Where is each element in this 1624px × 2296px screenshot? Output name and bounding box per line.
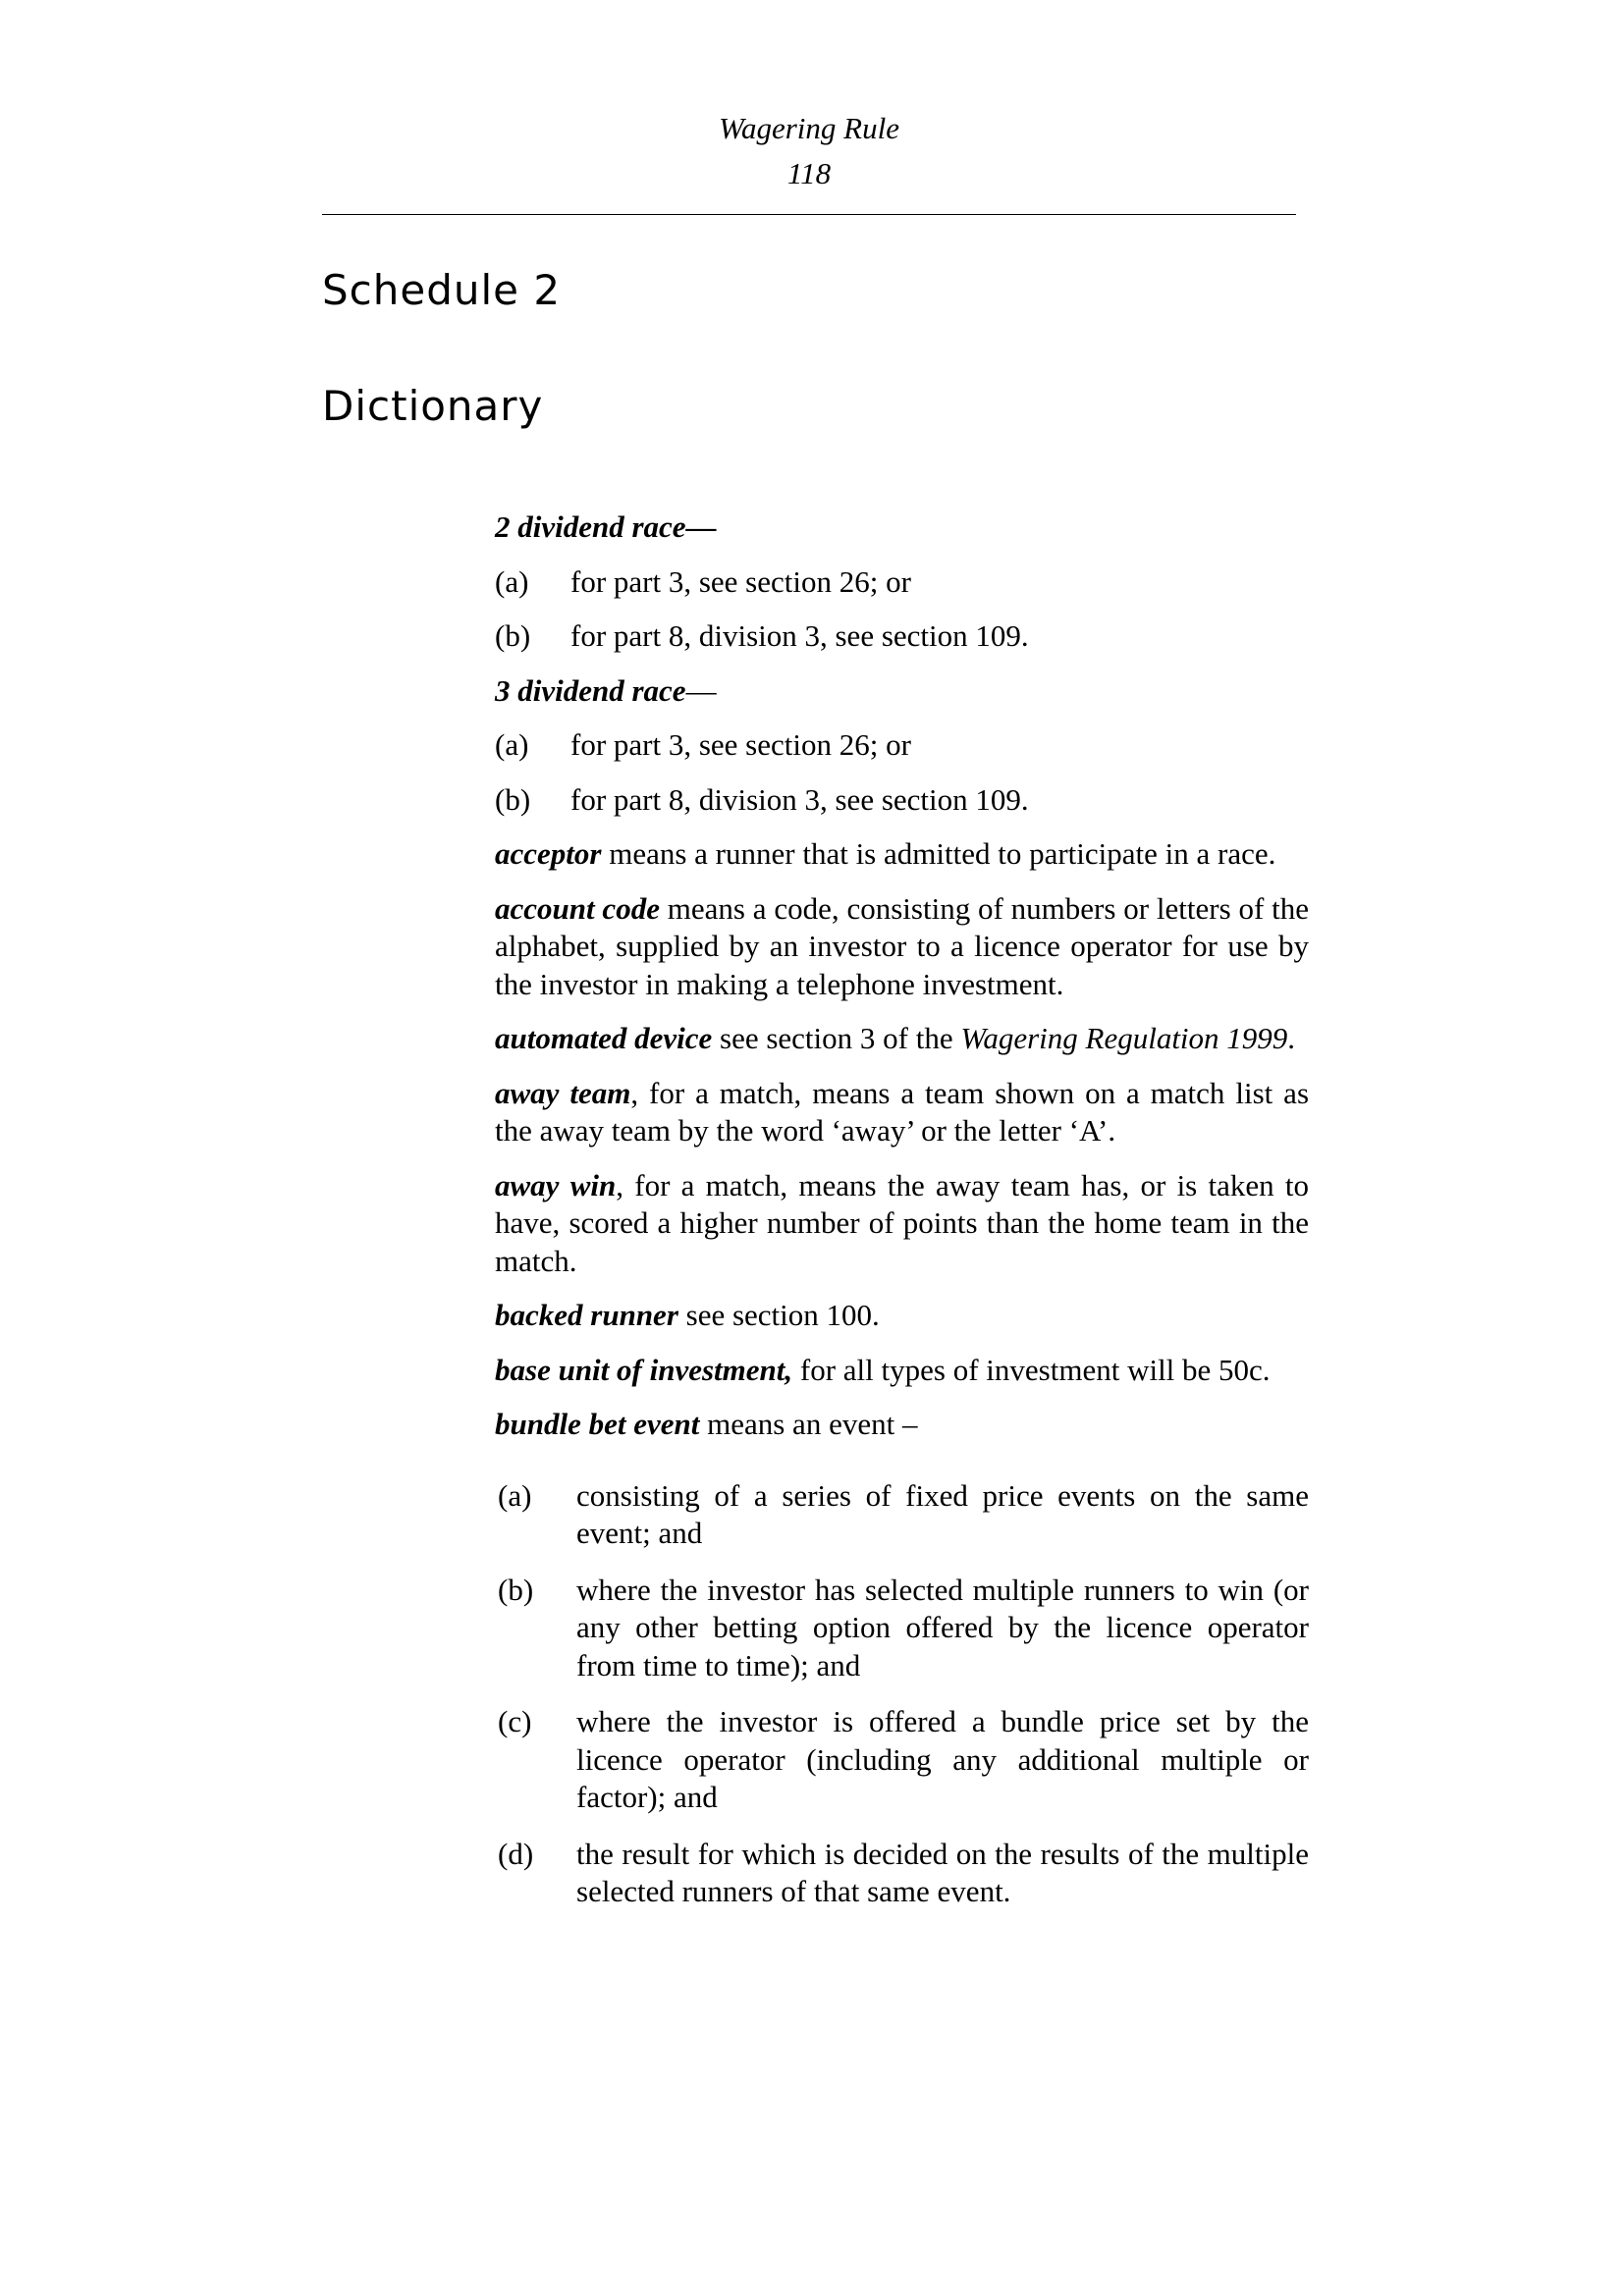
paragraph-text: where the investor has selected multiple runners to win (or any other betting option offered by the licence operator from time to time); and xyxy=(576,1572,1309,1682)
definition-paragraph xyxy=(495,1836,1309,1911)
paragraph-text: the result for which is decided on the results of the multiple selected runners of that same event. xyxy=(576,1836,1309,1908)
definition-2-dividend-race xyxy=(495,508,1309,547)
definition-base-unit-of-investment xyxy=(495,1352,1309,1390)
definition-text-end: . xyxy=(1287,1021,1296,1055)
term-dash: — xyxy=(685,672,717,708)
paragraph-label: (d) xyxy=(498,1836,534,1871)
definition-backed-runner xyxy=(495,1297,1309,1335)
defined-term: acceptor xyxy=(495,836,602,871)
defined-term: base unit of investment, xyxy=(495,1352,793,1387)
paragraph-label: (a) xyxy=(495,563,529,599)
paragraph-label: (a) xyxy=(498,1477,532,1513)
definition-text: , for a match, means the away team has, or is taken to have, scored a higher number of points than the home team in the match. xyxy=(495,1167,1310,1278)
defined-term: bundle bet event xyxy=(495,1407,700,1441)
definition-text: see section 100. xyxy=(677,1298,880,1332)
paragraph-text: for part 8, division 3, see section 109. xyxy=(570,618,1029,653)
paragraph-text: consisting of a series of fixed price events on the same event; and xyxy=(576,1477,1309,1550)
cited-regulation: Wagering Regulation 1999 xyxy=(960,1021,1288,1055)
defined-term: 3 dividend race xyxy=(495,672,686,708)
dictionary-heading: Dictionary xyxy=(322,382,544,430)
definition-paragraph xyxy=(495,781,1309,820)
header-rule xyxy=(322,214,1296,215)
definition-bundle-bet-event xyxy=(495,1406,1309,1444)
paragraph-text: for part 3, see section 26; or xyxy=(570,727,911,762)
definitions-body xyxy=(495,508,1309,1930)
defined-term: away team xyxy=(495,1075,631,1110)
definition-paragraph xyxy=(495,617,1309,656)
defined-term: 2 dividend race— xyxy=(495,509,717,544)
definition-paragraph xyxy=(495,726,1309,765)
schedule-heading: Schedule 2 xyxy=(322,266,562,314)
defined-term: backed runner xyxy=(495,1298,678,1332)
paragraph-text: where the investor is offered a bundle price set by the licence operator (including any additional multiple or factor); and xyxy=(576,1704,1309,1814)
running-header xyxy=(322,106,1296,196)
defined-term: automated device xyxy=(495,1021,713,1055)
definition-account-code xyxy=(495,890,1309,1004)
paragraph-label: (b) xyxy=(498,1572,534,1607)
definition-away-win xyxy=(495,1167,1309,1281)
definition-paragraph xyxy=(495,563,1309,602)
definition-text: means a code, consisting of numbers or letters of the alphabet, supplied by an investor to a licence operator for use by the investor in making a telephone investment. xyxy=(495,890,1310,1001)
definition-acceptor xyxy=(495,835,1309,874)
definition-text: , for a match, means a team shown on a match list as the away team by the word ‘away’ or the letter ‘A’. xyxy=(495,1075,1310,1148)
definition-text: for all types of investment will be 50c. xyxy=(792,1352,1271,1387)
paragraph-label: (b) xyxy=(495,781,531,817)
defined-term: account code xyxy=(495,890,660,926)
definition-text: means an event – xyxy=(699,1407,918,1441)
paragraph-label: (a) xyxy=(495,727,529,762)
header-page-number: 118 xyxy=(786,156,832,190)
definition-3-dividend-race xyxy=(495,672,1309,711)
bundle-bet-event-paragraphs xyxy=(495,1477,1309,1911)
paragraph-text: for part 8, division 3, see section 109. xyxy=(570,781,1029,817)
definition-paragraph xyxy=(495,1703,1309,1817)
paragraph-text: for part 3, see section 26; or xyxy=(570,563,911,599)
definition-automated-device xyxy=(495,1020,1309,1058)
definition-paragraph xyxy=(495,1572,1309,1685)
definition-paragraph xyxy=(495,1477,1309,1553)
definition-text: see section 3 of the xyxy=(712,1021,961,1055)
paragraph-label: (b) xyxy=(495,618,531,653)
paragraph-label: (c) xyxy=(498,1704,532,1738)
definition-text: means a runner that is admitted to participate in a race. xyxy=(601,836,1276,871)
header-title: Wagering Rule xyxy=(719,111,899,145)
defined-term: away win xyxy=(495,1167,617,1202)
definition-away-team xyxy=(495,1075,1309,1150)
